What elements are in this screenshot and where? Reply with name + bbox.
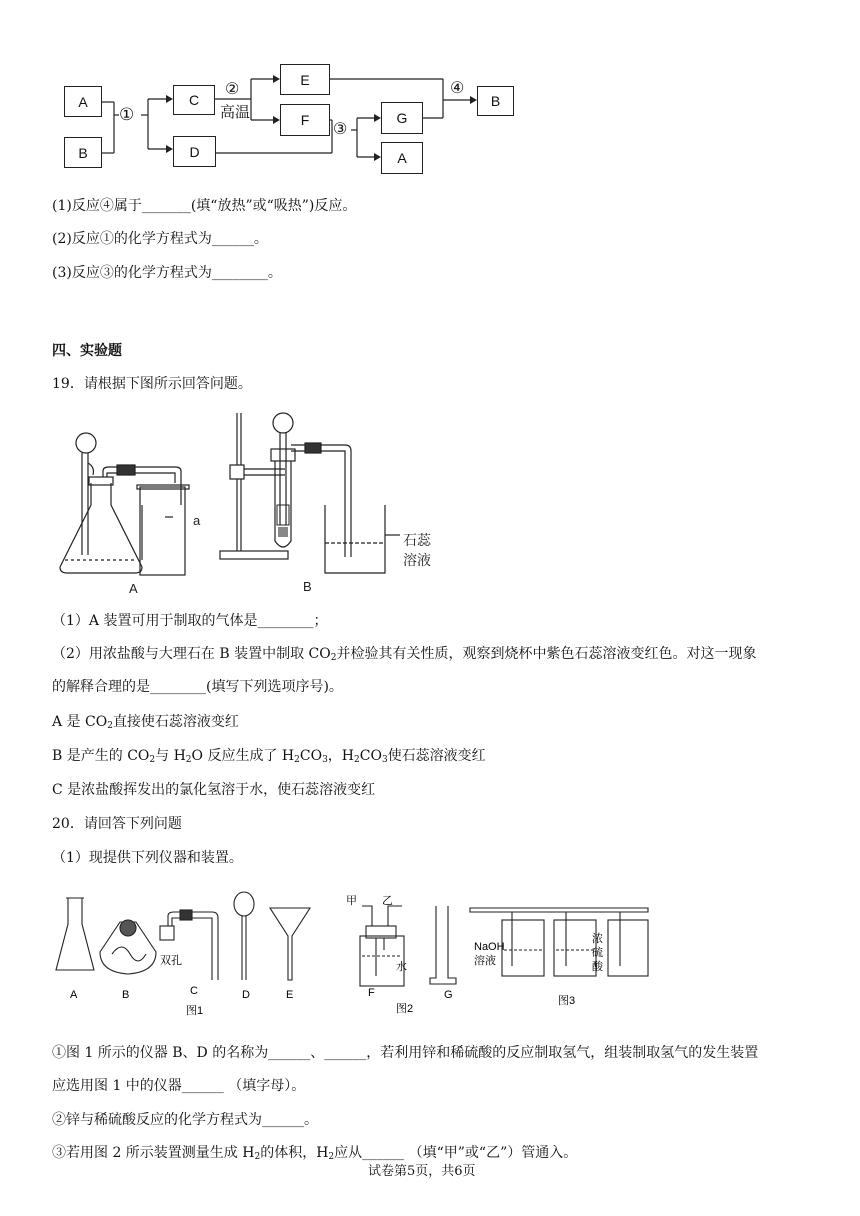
label-litmus-2: 溶液 [403, 552, 431, 568]
label-a: a [193, 513, 201, 528]
q19-p2a: （2）用浓盐酸与大理石在 B 装置中制取 CO [52, 646, 331, 662]
box-c: C [173, 85, 215, 115]
q19-option-c: C 是浓盐酸挥发出的氯化氢溶于水，使石蕊溶液变红 [52, 782, 376, 798]
label-A: A [129, 581, 138, 595]
opt-b-6: CO [359, 748, 382, 764]
label-fig3: 图3 [558, 995, 576, 1007]
opt-b-2: 与 H [155, 748, 186, 764]
q19-option-a [52, 712, 239, 732]
q20-s1-line1: ①图 1 所示的仪器 B、D 的名称为______、______，若利用锌和稀硫酸的反应制取氢气，组装制取氢气的发生装置 [52, 1045, 759, 1061]
sub-3: 3 [381, 755, 388, 765]
section-heading: 四、实验题 [52, 343, 122, 359]
q19-title: 19．请根据下图所示回答问题。 [52, 376, 252, 392]
q20-s3c: 应从______ （填“甲”或“乙”）管通入。 [334, 1145, 578, 1161]
label-shui: 水 [396, 961, 407, 973]
label-litmus-1: 石蕊 [403, 532, 431, 548]
reaction-2-marker: ② [225, 79, 240, 98]
sub-2: 2 [294, 755, 300, 765]
label-D: D [242, 989, 250, 1001]
label-yi: 乙 [382, 895, 393, 907]
q20-s3b: 的体积，H [260, 1145, 329, 1161]
instruments-diagram [52, 880, 662, 1020]
sub-2: 2 [254, 1152, 261, 1162]
page-footer: 试卷第5页，共6页 [368, 1164, 476, 1179]
label-naoh: NaOH [474, 941, 505, 953]
opt-b-4: CO [299, 748, 323, 764]
label-rongye: 溶液 [474, 955, 496, 967]
box-a: A [64, 86, 102, 117]
opt-a-post: 直接使石蕊溶液变红 [112, 714, 239, 730]
label-A: A [70, 989, 78, 1001]
q20-s2: ②锌与稀硫酸反应的化学方程式为______。 [52, 1112, 318, 1128]
label-C: C [190, 985, 198, 997]
opt-a-pre: A 是 CO [52, 714, 108, 730]
label-G: G [444, 989, 453, 1001]
label-E: E [286, 989, 294, 1001]
box-a-product: A [381, 142, 423, 174]
box-f: F [280, 104, 330, 136]
label-fig1: 图1 [186, 1005, 204, 1017]
opt-b-1: B 是产生的 CO [52, 748, 150, 764]
reaction-1-marker: ① [119, 105, 135, 125]
sub-2: 2 [328, 1152, 335, 1162]
q19-part2-line2: 的解释合理的是________(填写下列选项序号)。 [52, 679, 343, 695]
box-b: B [64, 137, 102, 168]
label-fig2: 图2 [396, 1003, 414, 1015]
q19-part1: （1）A 装置可用于制取的气体是________； [52, 613, 328, 629]
label-B: B [122, 989, 130, 1001]
label-shuangkong: 双孔 [160, 955, 182, 967]
label-suan: 酸 [592, 961, 603, 973]
label-F: F [368, 987, 375, 999]
sub-2: 2 [107, 721, 113, 731]
box-d: D [173, 136, 216, 167]
q19-option-b [52, 746, 486, 766]
sub-2: 2 [149, 755, 156, 765]
q20-s1-line2: 应选用图 1 中的仪器______ （填字母）。 [52, 1078, 306, 1094]
q18-part1: (1)反应④属于_______(填“放热”或“吸热”)反应。 [52, 198, 357, 214]
q20-part1: （1）现提供下列仪器和装置。 [52, 850, 243, 866]
q19-part2-line1 [52, 644, 756, 664]
apparatus-diagram [55, 405, 445, 595]
reaction-2-condition: 高温 [220, 103, 251, 121]
q19-p2b: 并检验其有关性质，观察到烧杯中紫色石蕊溶液变红色。对这一现象 [336, 646, 757, 662]
q20-s3 [52, 1143, 577, 1163]
label-nong: 浓 [592, 933, 603, 945]
q20-s3a: ③若用图 2 所示装置测量生成 H [52, 1145, 255, 1161]
label-jia: 甲 [346, 895, 357, 907]
sub-2: 2 [354, 755, 360, 765]
q20-title: 20．请回答下列问题 [52, 816, 182, 832]
sub-2: 2 [185, 755, 192, 765]
opt-b-7: 使石蕊溶液变红 [387, 748, 486, 764]
sub-3: 3 [322, 755, 328, 765]
q18-part2: (2)反应①的化学方程式为______。 [52, 231, 268, 247]
box-e: E [280, 64, 330, 95]
label-B: B [303, 579, 312, 594]
box-g: G [381, 102, 423, 134]
label-liu: 硫 [592, 947, 603, 959]
opt-b-3: O 反应生成了 H [191, 748, 295, 764]
box-b-product: B [477, 86, 514, 116]
flowchart-lines [0, 0, 860, 190]
sub-2: 2 [330, 653, 337, 663]
opt-b-5: ，H [327, 748, 355, 764]
q18-part3: (3)反应③的化学方程式为________。 [52, 265, 282, 281]
reaction-4-marker: ④ [450, 78, 465, 97]
reaction-3-marker: ③ [333, 119, 348, 138]
